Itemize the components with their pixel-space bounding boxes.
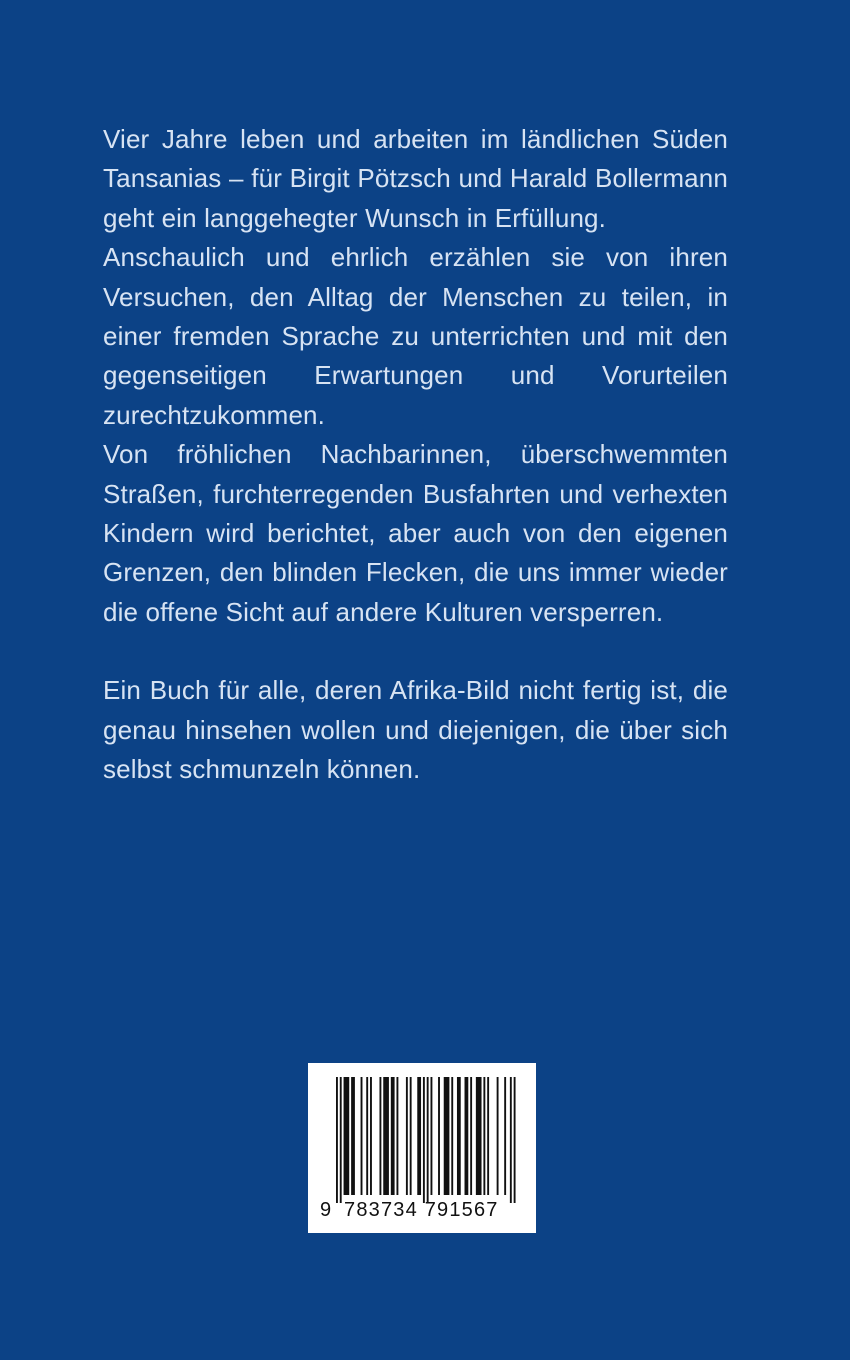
barcode-bar-4 xyxy=(361,1077,363,1195)
barcode-bar-13 xyxy=(417,1077,421,1195)
barcode-bar-20 xyxy=(457,1077,461,1195)
barcode-bar-16 xyxy=(431,1077,433,1195)
barcode-bar-10 xyxy=(396,1077,398,1195)
barcode-bar-19 xyxy=(451,1077,453,1195)
isbn-barcode xyxy=(308,1063,536,1233)
barcode-bar-21 xyxy=(465,1077,469,1195)
barcode-bar-15 xyxy=(427,1077,429,1203)
barcode-bar-8 xyxy=(383,1077,389,1195)
barcode-bar-24 xyxy=(483,1077,485,1195)
barcode-bar-2 xyxy=(344,1077,350,1195)
barcode-bar-26 xyxy=(497,1077,499,1195)
barcode-bar-1 xyxy=(340,1077,342,1203)
barcode-bar-29 xyxy=(514,1077,516,1203)
barcode-bar-12 xyxy=(410,1077,412,1195)
barcode-bar-6 xyxy=(370,1077,372,1195)
barcode-bar-28 xyxy=(510,1077,512,1203)
isbn-remaining-digits: 783734 791567 xyxy=(344,1199,499,1221)
barcode-bar-11 xyxy=(406,1077,408,1195)
barcode-bar-5 xyxy=(366,1077,368,1195)
barcode-bar-7 xyxy=(379,1077,381,1195)
blurb-paragraph-2: Anschaulich und ehrlich erzählen sie von ihren Versuchen, den Alltag der Menschen zu teilen, in einer fremden Sprache zu unterrichten und mit den gegenseitigen Erwartungen und Vorurteilen zurechtzukommen. xyxy=(103,242,728,430)
back-cover-blurb xyxy=(103,120,728,790)
barcode-bar-25 xyxy=(487,1077,489,1195)
barcode-bar-17 xyxy=(438,1077,440,1195)
barcode-bar-23 xyxy=(476,1077,482,1195)
barcode-bar-9 xyxy=(391,1077,395,1195)
isbn-first-digit: 9 xyxy=(320,1199,333,1221)
barcode-bar-3 xyxy=(351,1077,355,1195)
barcode-bar-22 xyxy=(470,1077,472,1195)
blurb-closing-paragraph: Ein Buch für alle, deren Afrika-Bild nicht fertig ist, die genau hinsehen wollen und diejenigen, die über sich selbst schmunzeln können. xyxy=(103,675,728,785)
isbn-number xyxy=(308,1199,536,1225)
barcode-bar-0 xyxy=(336,1077,338,1203)
barcode-bar-14 xyxy=(423,1077,425,1203)
blurb-paragraph-3: Von fröhlichen Nachbarinnen, überschwemmten Straßen, furchterregenden Busfahrten und verhexten Kindern wird berichtet, aber auch von den eigenen Grenzen, den blinden Flecken, die uns immer wieder die offene Sicht auf andere Kulturen versperren. xyxy=(103,439,728,627)
barcode-bar-18 xyxy=(444,1077,450,1195)
blurb-paragraph-1: Vier Jahre leben und arbeiten im ländlichen Süden Tansanias – für Birgit Pötzsch und Harald Bollermann geht ein langgehegter Wunsch in Erfüllung. xyxy=(103,124,728,233)
barcode-bar-27 xyxy=(504,1077,506,1195)
